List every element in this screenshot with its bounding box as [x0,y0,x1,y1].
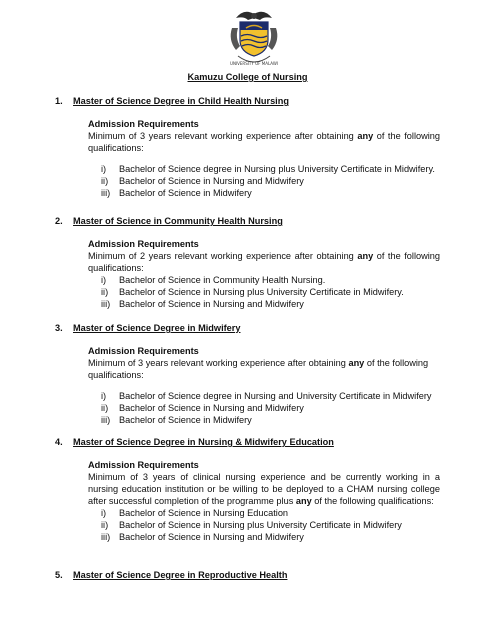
requirements-text-part: of the following qualifications: [88,251,440,273]
roman-numeral: iii) [101,532,111,542]
qualification-list [73,390,440,426]
roman-numeral: iii) [101,299,111,309]
requirements-heading: Admission Requirements [88,119,199,129]
program-title: Master of Science Degree in Nursing & Midwifery Education [73,437,334,447]
requirements-text-part: Minimum of 2 years relevant working experience after obtaining [88,251,358,261]
requirements-text [73,250,440,274]
qualification-list [73,507,440,543]
svg-text:UNIVERSITY OF MALAWI: UNIVERSITY OF MALAWI [230,61,278,66]
program-title: Master of Science in Community Health Nursing [73,216,283,226]
university-seal-logo [224,6,284,68]
roman-numeral: i) [101,164,107,174]
roman-numeral: i) [101,275,107,285]
section-number: 2. [55,216,63,226]
qualification-item [88,175,440,187]
requirements-text-part: Minimum of 3 years relevant working experience after obtaining [88,358,349,368]
requirements-heading: Admission Requirements [88,460,199,470]
any-emphasis: any [295,496,312,506]
qualification-text: Bachelor of Science in Midwifery [119,415,252,425]
program-heading [55,95,440,107]
requirements-text [73,471,440,507]
requirements-text-part: Minimum of 3 years relevant working experience after obtaining [88,131,358,141]
any-emphasis: any [357,251,374,261]
program-heading [55,436,440,448]
program-section-1 [55,95,440,199]
requirements-text [73,130,440,154]
any-emphasis: any [348,358,365,368]
program-title: Master of Science Degree in Midwifery [73,323,241,333]
qualification-item [88,286,440,298]
program-title: Master of Science Degree in Child Health Nursing [73,96,289,106]
requirements-heading: Admission Requirements [88,239,199,249]
qualification-item [88,298,440,310]
qualification-item [88,402,440,414]
qualification-text: Bachelor of Science in Community Health Nursing. [119,275,326,285]
program-section-5 [55,569,440,581]
qualification-list [73,163,440,199]
roman-numeral: ii) [101,520,109,530]
qualification-item [88,531,440,543]
qualification-item [88,390,440,402]
program-heading [55,569,440,581]
qualification-item [88,414,440,426]
qualification-text: Bachelor of Science in Nursing Education [119,508,289,518]
qualification-text: Bachelor of Science in Nursing and Midwifery [119,299,304,309]
section-number: 1. [55,96,63,106]
program-section-3 [55,322,440,426]
any-emphasis: any [357,131,374,141]
program-title: Master of Science Degree in Reproductive Health [73,570,288,580]
qualification-item [88,187,440,199]
requirements-heading: Admission Requirements [88,346,199,356]
roman-numeral: ii) [101,176,109,186]
college-title: Kamuzu College of Nursing [187,72,308,82]
qualification-text: Bachelor of Science in Nursing and Midwifery [119,403,304,413]
section-number: 5. [55,570,63,580]
requirements-text-part: of the following qualifications: [311,496,434,506]
qualification-text: Bachelor of Science in Midwifery [119,188,252,198]
requirements-text [73,357,440,381]
program-heading [55,322,440,334]
qualification-item [88,507,440,519]
program-section-2 [55,215,440,310]
qualification-item [88,274,440,286]
requirements-text-part: of the following qualifications: [88,131,440,153]
roman-numeral: i) [101,391,107,401]
roman-numeral: ii) [101,287,109,297]
section-number: 3. [55,323,63,333]
qualification-text: Bachelor of Science in Nursing plus University Certificate in Midwifery [119,520,402,530]
section-number: 4. [55,437,63,447]
qualification-text: Bachelor of Science degree in Nursing and University Certificate in Midwifery [119,391,432,401]
program-heading [55,215,440,227]
program-section-4 [55,436,440,543]
qualification-item [88,519,440,531]
roman-numeral: i) [101,508,107,518]
roman-numeral: ii) [101,403,109,413]
qualification-list [73,274,440,310]
qualification-text: Bachelor of Science degree in Nursing plus University Certificate in Midwifery. [119,164,435,174]
requirements-text-part: of the following qualifications: [88,358,429,380]
roman-numeral: iii) [101,188,111,198]
qualification-text: Bachelor of Science in Nursing plus University Certificate in Midwifery. [119,287,404,297]
roman-numeral: iii) [101,415,111,425]
qualification-text: Bachelor of Science in Nursing and Midwifery [119,532,304,542]
qualification-text: Bachelor of Science in Nursing and Midwifery [119,176,304,186]
requirements-text-part: Minimum of 3 years of clinical nursing experience and be currently working in a nursing education institution or be willing to be deployed to a CHAM nursing college after successful completion of the programme plus [88,472,440,506]
qualification-item [88,163,440,175]
